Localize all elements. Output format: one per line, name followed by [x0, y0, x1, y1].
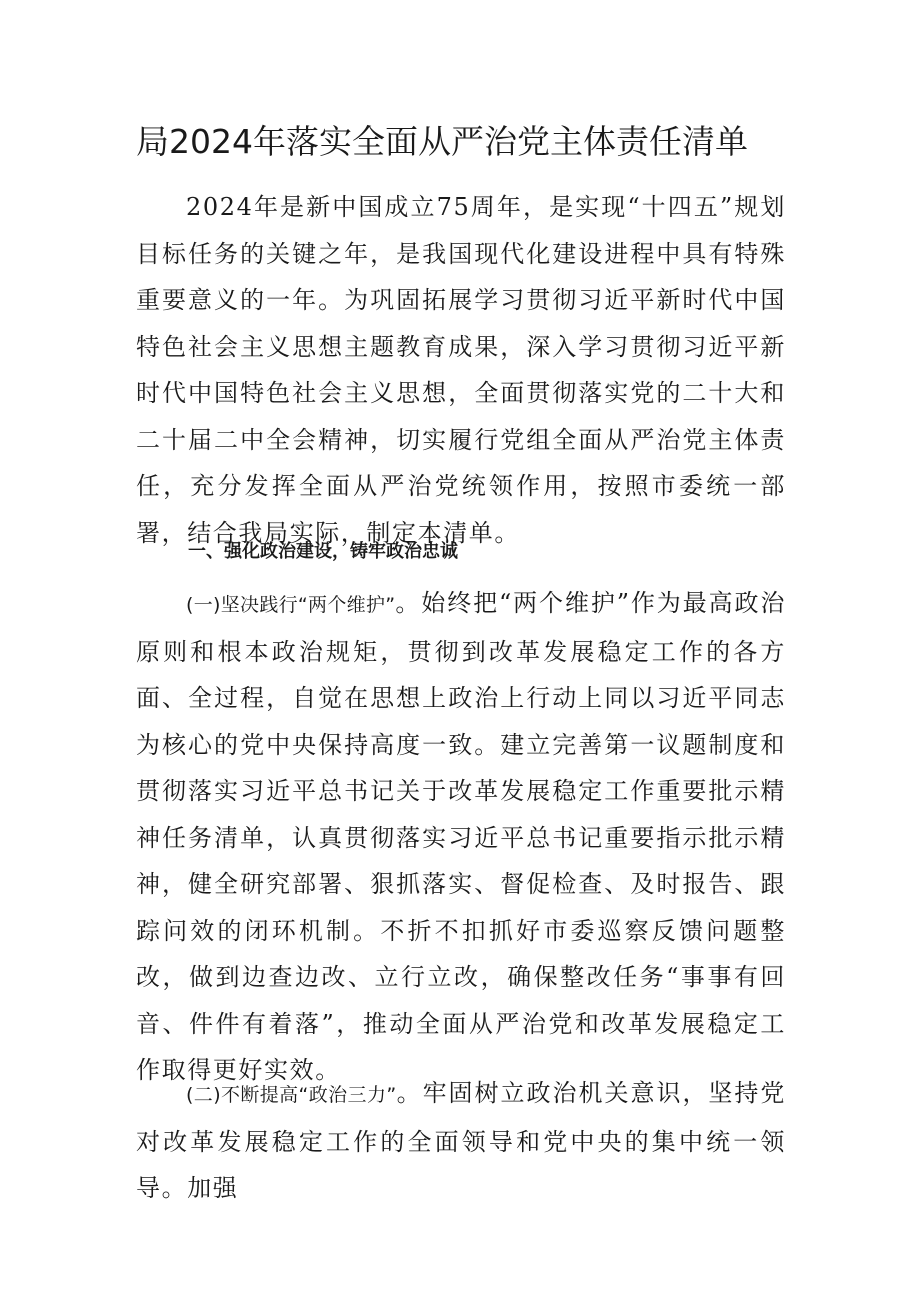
item-two-text: 。牢固树立政治机关意识，坚持党对改革发展稳定工作的全面领导和党中央的集中统一领导。加强 — [136, 1079, 787, 1202]
item-one-paragraph — [136, 580, 786, 1094]
item-one-text: 。始终把“两个维护”作为最高政治原则和根本政治规矩，贯彻到改革发展稳定工作的各方面、全过程，自觉在思想上政治上行动上同以习近平同志为核心的党中央保持高度一致。建立完善第一议题制度和贯彻落实习近平总书记关于改革发展稳定工作重要批示精神任务清单，认真贯彻落实习近平总书记重要指示批示精神，健全研究部署、狠抓落实、督促检查、及时报告、跟踪问效的闭环机制。不折不扣抓好市委巡察反馈问题整改，做到边查边改、立行立改，确保整改任务“事事有回音、件件有着落”，推动全面从严治党和改革发展稳定工作取得更好实效。 — [136, 589, 786, 1084]
item-two-lead: (二)不断提高“政治三力” — [186, 1084, 397, 1106]
document-title: 局2024年落实全面从严治党主体责任清单 — [136, 122, 748, 161]
item-one-lead: (一)坚决践行“两个维护” — [186, 594, 396, 616]
intro-paragraph: 2024年是新中国成立75周年，是实现“十四五”规划目标任务的关键之年，是我国现代化建设进程中具有特殊重要意义的一年。为巩固拓展学习贯彻习近平新时代中国特色社会主义思想主题教育成果，深入学习贯彻习近平新时代中国特色社会主义思想，全面贯彻落实党的二十大和二十届二中全会精神，切实履行党组全面从严治党主体责任，充分发挥全面从严治党统领作用，按照市委统一部署，结合我局实际，制定本清单。 — [136, 193, 786, 547]
section-heading-one: 一、强化政治建设，铸牢政治忠诚 — [188, 541, 458, 562]
item-two-paragraph — [136, 1070, 786, 1212]
